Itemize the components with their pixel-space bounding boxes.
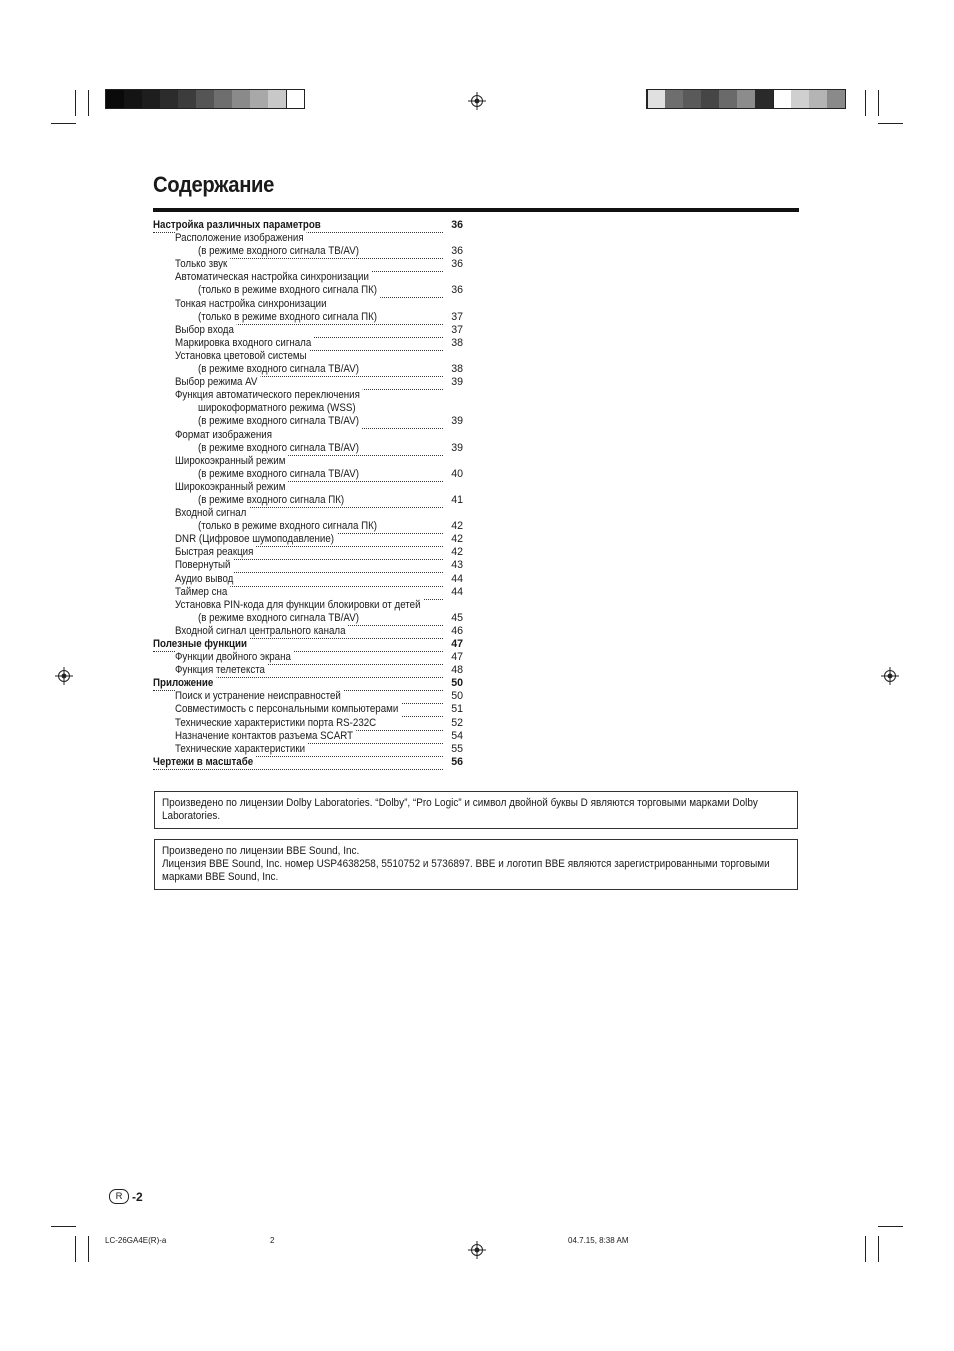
calibration-swatch <box>665 90 683 108</box>
toc-entry-page: 52 <box>451 716 463 729</box>
toc-entry <box>153 533 465 546</box>
toc-entry-label: Маркировка входного сигнала <box>175 337 314 350</box>
calibration-swatch <box>124 90 142 108</box>
toc-entry <box>153 743 465 756</box>
footer-model: LC-26GA4E(R)-a <box>105 1236 167 1245</box>
toc-entry-page: 37 <box>451 323 463 336</box>
crop-mark <box>75 1236 76 1262</box>
toc-entry-page: 36 <box>451 245 463 258</box>
toc-entry <box>153 311 465 324</box>
toc-entry-page: 47 <box>451 638 463 650</box>
toc-entry <box>153 481 465 494</box>
toc-entry-label: Формат изображения <box>175 429 275 442</box>
crop-mark <box>878 123 903 124</box>
toc-entry-label: Автоматическая настройка синхронизации <box>175 271 372 284</box>
toc-entry <box>153 664 465 677</box>
toc-entry-label: (только в режиме входного сигнала ПК) <box>198 520 380 533</box>
title-rule <box>153 208 799 212</box>
toc-entry <box>153 494 465 507</box>
toc-entry-page: 54 <box>451 729 463 742</box>
toc-entry-page: 51 <box>451 703 463 716</box>
toc-entry-page: 50 <box>451 677 463 690</box>
toc-entry <box>153 586 465 599</box>
toc-entry-label: Поиск и устранение неисправностей <box>175 690 344 703</box>
calibration-swatch <box>755 90 773 108</box>
calibration-swatch <box>142 90 160 108</box>
region-badge: R <box>109 1189 129 1204</box>
toc-entry <box>153 389 465 402</box>
toc-entry-label: Настройка различных параметров <box>153 219 324 232</box>
toc-entry-page: 42 <box>451 520 463 533</box>
calibration-swatch <box>160 90 178 108</box>
toc-entry <box>153 677 465 690</box>
toc-entry-label: Установка цветовой системы <box>175 350 309 363</box>
toc-entry <box>153 442 465 455</box>
toc-entry-label: Совместимость с персональными компьютерами <box>175 703 401 716</box>
toc-entry <box>153 402 465 415</box>
toc-entry <box>153 232 465 245</box>
toc-entry-label: (в режиме входного сигнала ПК) <box>198 494 347 507</box>
calibration-swatch <box>827 90 845 108</box>
crop-mark <box>88 90 89 116</box>
toc-entry-label: (в режиме входного сигнала ТВ/AV) <box>198 415 362 428</box>
toc-entry-page: 39 <box>451 441 463 454</box>
toc-entry-label: Расположение изображения <box>175 232 306 245</box>
toc-entry-page: 39 <box>451 415 463 428</box>
toc-entry <box>153 507 465 520</box>
toc-entry-label: Широкоэкранный режим <box>175 481 288 494</box>
page-title: Содержание <box>153 172 275 197</box>
crop-mark <box>88 1236 89 1262</box>
toc-entry <box>153 219 465 232</box>
calibration-swatch <box>809 90 827 108</box>
toc-entry-label: Только звук <box>175 258 230 271</box>
toc-entry-page: 46 <box>451 624 463 637</box>
calibration-swatch <box>250 90 268 108</box>
toc-entry-label: (в режиме входного сигнала ТВ/AV) <box>198 363 362 376</box>
toc-entry <box>153 756 465 769</box>
toc-entry-label: Чертежи в масштабе <box>153 756 256 769</box>
registration-mark-icon <box>468 92 486 110</box>
calibration-swatch <box>791 90 809 108</box>
toc-entry <box>153 363 465 376</box>
toc-entry <box>153 625 465 638</box>
crop-mark <box>51 123 76 124</box>
toc-entry-page: 50 <box>451 690 463 703</box>
crop-mark <box>878 90 879 116</box>
toc-entry-label: (в режиме входного сигнала ТВ/AV) <box>198 442 362 455</box>
toc-entry-page: 44 <box>451 572 463 585</box>
calibration-swatch <box>232 90 250 108</box>
toc-entry-label: Выбор режима AV <box>175 376 260 389</box>
toc-entry-page: 47 <box>451 651 463 664</box>
toc-entry-page: 40 <box>451 467 463 480</box>
footer-page: 2 <box>270 1236 275 1245</box>
toc-entry-label: (только в режиме входного сигнала ПК) <box>198 311 380 324</box>
calibration-swatch <box>773 90 791 108</box>
notice-line: Лицензия BBE Sound, Inc. номер USP4638258, 5510752 и 5736897. BBE и логотип BBE являются зарегистрированными торговыми <box>162 858 770 870</box>
toc-entry <box>153 612 465 625</box>
toc-entry <box>153 546 465 559</box>
toc-entry <box>153 455 465 468</box>
footer-timestamp: 04.7.15, 8:38 AM <box>568 1236 629 1245</box>
toc-entry <box>153 703 465 716</box>
toc-entry-label: Приложение <box>153 677 216 690</box>
toc-entry-page: 36 <box>451 219 463 231</box>
toc-entry-label: Тонкая настройка синхронизации <box>175 298 329 311</box>
crop-mark <box>51 1226 76 1227</box>
crop-mark <box>75 90 76 116</box>
toc-entry-page: 37 <box>451 310 463 323</box>
toc-entry-page: 38 <box>451 363 463 376</box>
toc-entry-label: (в режиме входного сигнала ТВ/AV) <box>198 612 362 625</box>
toc-entry-page: 41 <box>451 493 463 506</box>
toc-entry <box>153 690 465 703</box>
toc-entry <box>153 429 465 442</box>
calibration-swatch <box>196 90 214 108</box>
toc-entry-label: Широкоэкранный режим <box>175 455 288 468</box>
calibration-swatch <box>737 90 755 108</box>
crop-mark <box>878 1226 903 1227</box>
crop-mark <box>865 90 866 116</box>
calibration-swatch <box>701 90 719 108</box>
page-number <box>109 1189 143 1204</box>
toc-entry-label: (в режиме входного сигнала ТВ/AV) <box>198 245 362 258</box>
registration-mark-icon <box>881 667 899 685</box>
toc-entry-page: 42 <box>451 546 463 559</box>
calibration-swatch <box>214 90 232 108</box>
toc-entry-label: Быстрая реакция <box>175 546 256 559</box>
notice-bbe <box>154 839 798 890</box>
toc-entry-label: Функция телетекста <box>175 664 268 677</box>
toc-entry-page: 39 <box>451 376 463 389</box>
toc-entry <box>153 245 465 258</box>
toc-entry-label: Таймер сна <box>175 586 230 599</box>
toc-entry-label: (только в режиме входного сигнала ПК) <box>198 284 380 297</box>
toc-entry-label: Функции двойного экрана <box>175 651 294 664</box>
toc-entry <box>153 559 465 572</box>
toc-entry <box>153 350 465 363</box>
toc-entry <box>153 337 465 350</box>
notice-line: Произведено по лицензии Dolby Laboratories. “Dolby”, “Pro Logic” и символ двойной буквы D являются торговыми марками Dolby <box>162 797 758 809</box>
toc-entry-label: Полезные функции <box>153 638 250 651</box>
toc-entry <box>153 573 465 586</box>
crop-mark <box>878 1236 879 1262</box>
toc-entry <box>153 520 465 533</box>
registration-mark-icon <box>468 1241 486 1259</box>
toc-entry <box>153 324 465 337</box>
toc-entry-page: 38 <box>451 336 463 349</box>
calibration-swatch <box>268 90 286 108</box>
toc-entry-label: Повернутый <box>175 559 233 572</box>
notice-line: марками BBE Sound, Inc. <box>162 871 279 883</box>
notice-line: Laboratories. <box>162 810 221 822</box>
toc-entry-label: Технические характеристики порта RS-232C <box>175 717 379 730</box>
toc-entry-page: 44 <box>451 585 463 598</box>
toc-entry-label: Аудио вывод <box>175 573 236 586</box>
toc-entry-label: Установка PIN-кода для функции блокировки от детей <box>175 599 423 612</box>
toc-entry-label: DNR (Цифровое шумоподавление) <box>175 533 337 546</box>
table-of-contents <box>153 219 465 769</box>
toc-entry-label: широкоформатного режима (WSS) <box>198 402 358 415</box>
toc-entry <box>153 730 465 743</box>
toc-entry-page: 36 <box>451 258 463 271</box>
toc-entry-label: Входной сигнал <box>175 507 249 520</box>
toc-entry-label: Функция автоматического переключения <box>175 389 363 402</box>
toc-entry-page: 48 <box>451 664 463 677</box>
toc-entry <box>153 717 465 730</box>
toc-entry <box>153 415 465 428</box>
crop-mark <box>865 1236 866 1262</box>
toc-entry-label: Входной сигнал центрального канала <box>175 625 348 638</box>
toc-entry-label: Назначение контактов разъема SCART <box>175 730 356 743</box>
toc-entry-page: 43 <box>451 559 463 572</box>
toc-entry <box>153 468 465 481</box>
calibration-swatch <box>106 90 124 108</box>
toc-entry-label: Технические характеристики <box>175 743 308 756</box>
registration-mark-icon <box>55 667 73 685</box>
toc-entry <box>153 258 465 271</box>
calibration-swatch <box>683 90 701 108</box>
toc-entry <box>153 651 465 664</box>
toc-entry <box>153 271 465 284</box>
toc-entry-label: Выбор входа <box>175 324 237 337</box>
toc-entry <box>153 599 465 612</box>
toc-entry <box>153 284 465 297</box>
toc-entry <box>153 298 465 311</box>
toc-entry-label: (в режиме входного сигнала ТВ/AV) <box>198 468 362 481</box>
calibration-strip-right <box>646 89 846 109</box>
page-number-text: -2 <box>132 1189 143 1204</box>
toc-entry-page: 45 <box>451 611 463 624</box>
notice-line: Произведено по лицензии BBE Sound, Inc. <box>162 845 360 857</box>
calibration-strip-left <box>105 89 305 109</box>
calibration-swatch <box>647 90 665 108</box>
notice-dolby <box>154 791 798 829</box>
toc-entry-page: 36 <box>451 284 463 297</box>
toc-entry <box>153 638 465 651</box>
toc-entry-page: 42 <box>451 533 463 546</box>
calibration-swatch <box>178 90 196 108</box>
calibration-swatch <box>286 90 304 108</box>
toc-entry-page: 56 <box>451 755 463 768</box>
toc-entry <box>153 376 465 389</box>
toc-entry-page: 55 <box>451 742 463 755</box>
calibration-swatch <box>719 90 737 108</box>
